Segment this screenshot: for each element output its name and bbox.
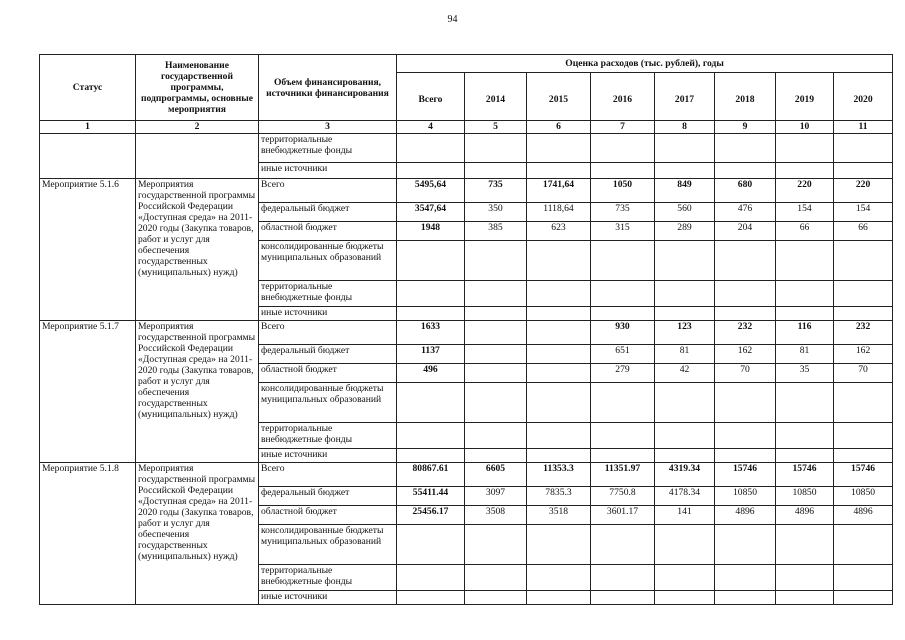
value-cell [397,134,465,163]
value-cell: 220 [834,179,893,203]
value-cell [715,307,776,321]
value-cell: 123 [655,321,715,345]
value-cell [715,241,776,281]
value-cell: 1137 [397,345,465,364]
page-number: 94 [447,14,458,25]
value-cell: 4319.34 [655,463,715,487]
source-cell: областной бюджет [259,222,397,241]
value-cell: 3601.17 [591,506,655,525]
value-cell [834,565,893,591]
value-cell [776,134,834,163]
table-row [40,134,893,163]
value-cell: 3547,64 [397,203,465,222]
name-cell [136,134,259,179]
value-cell: 651 [591,345,655,364]
column-number: 6 [527,121,591,134]
source-cell: областной бюджет [259,506,397,525]
value-cell [397,565,465,591]
value-cell: 55411.44 [397,487,465,506]
column-number: 8 [655,121,715,134]
source-cell: консолидированные бюджеты муниципальных образований [259,383,397,423]
value-cell: 3097 [465,487,527,506]
source-cell: территориальные внебюджетные фонды [259,423,397,449]
value-cell: 154 [776,203,834,222]
value-cell: 279 [591,364,655,383]
column-number: 9 [715,121,776,134]
value-cell: 80867.61 [397,463,465,487]
value-cell: 116 [776,321,834,345]
value-cell: 66 [834,222,893,241]
value-cell [776,383,834,423]
column-number: 1 [40,121,136,134]
source-cell: территориальные внебюджетные фонды [259,565,397,591]
value-cell [397,591,465,605]
value-cell [776,423,834,449]
header-year-2: 2015 [527,73,591,121]
value-cell: 7750.8 [591,487,655,506]
value-cell [465,281,527,307]
value-cell [465,449,527,463]
value-cell [465,423,527,449]
value-cell: 1741,64 [527,179,591,203]
value-cell [527,307,591,321]
value-cell: 162 [715,345,776,364]
source-cell: Всего [259,321,397,345]
value-cell [834,449,893,463]
value-cell: 220 [776,179,834,203]
value-cell [776,163,834,179]
value-cell: 4896 [834,506,893,525]
source-cell: федеральный бюджет [259,345,397,364]
value-cell: 70 [715,364,776,383]
value-cell [465,163,527,179]
value-cell [776,281,834,307]
value-cell: 6605 [465,463,527,487]
column-number: 7 [591,121,655,134]
value-cell [655,383,715,423]
value-cell: 385 [465,222,527,241]
value-cell [465,307,527,321]
value-cell: 3518 [527,506,591,525]
value-cell: 25456.17 [397,506,465,525]
value-cell: 10850 [776,487,834,506]
value-cell [397,241,465,281]
header-year-6: 2019 [776,73,834,121]
value-cell: 735 [465,179,527,203]
value-cell [715,383,776,423]
value-cell [776,565,834,591]
value-cell [655,525,715,565]
column-number: 4 [397,121,465,134]
value-cell [655,591,715,605]
status-cell: Мероприятие 5.1.8 [40,463,136,605]
source-cell: Всего [259,463,397,487]
value-cell [834,423,893,449]
status-cell: Мероприятие 5.1.6 [40,179,136,321]
value-cell [715,423,776,449]
source-cell: территориальные внебюджетные фонды [259,281,397,307]
header-year-7: 2020 [834,73,893,121]
value-cell [655,449,715,463]
value-cell: 35 [776,364,834,383]
value-cell [527,525,591,565]
value-cell: 70 [834,364,893,383]
value-cell [715,565,776,591]
source-cell: иные источники [259,307,397,321]
value-cell: 623 [527,222,591,241]
value-cell [834,307,893,321]
value-cell [591,383,655,423]
value-cell [834,525,893,565]
value-cell [397,423,465,449]
column-number: 5 [465,121,527,134]
value-cell [776,525,834,565]
value-cell: 66 [776,222,834,241]
value-cell [397,383,465,423]
value-cell: 232 [834,321,893,345]
value-cell: 4896 [776,506,834,525]
value-cell [834,241,893,281]
source-cell: федеральный бюджет [259,487,397,506]
value-cell [715,449,776,463]
header-estimate: Оценка расходов (тыс. рублей), годы [397,55,893,73]
value-cell [465,241,527,281]
column-number: 10 [776,121,834,134]
value-cell: 735 [591,203,655,222]
source-cell: федеральный бюджет [259,203,397,222]
value-cell [591,565,655,591]
value-cell [465,321,527,345]
value-cell [834,281,893,307]
value-cell: 560 [655,203,715,222]
value-cell: 15746 [776,463,834,487]
value-cell [655,565,715,591]
value-cell: 15746 [715,463,776,487]
header-program-name: Наименование государственной программы, подпрограммы, основные мероприятия [136,55,259,121]
value-cell [655,307,715,321]
value-cell [834,591,893,605]
value-cell [397,449,465,463]
value-cell: 204 [715,222,776,241]
value-cell [527,321,591,345]
value-cell: 4896 [715,506,776,525]
value-cell [465,345,527,364]
value-cell: 496 [397,364,465,383]
source-cell: территориальные внебюджетные фонды [259,134,397,163]
value-cell: 3508 [465,506,527,525]
header-year-1: 2014 [465,73,527,121]
header-year-5: 2018 [715,73,776,121]
value-cell: 1118,64 [527,203,591,222]
value-cell: 476 [715,203,776,222]
header-status: Статус [40,55,136,121]
value-cell [715,591,776,605]
value-cell: 10850 [834,487,893,506]
value-cell [591,281,655,307]
value-cell [834,163,893,179]
value-cell [527,565,591,591]
value-cell [591,449,655,463]
value-cell [527,345,591,364]
value-cell [655,281,715,307]
value-cell [776,449,834,463]
value-cell [776,591,834,605]
value-cell: 680 [715,179,776,203]
value-cell [527,449,591,463]
value-cell [527,364,591,383]
value-cell [527,134,591,163]
table-row [40,321,893,345]
value-cell: 350 [465,203,527,222]
value-cell: 11351.97 [591,463,655,487]
value-cell: 315 [591,222,655,241]
value-cell [834,383,893,423]
value-cell [527,163,591,179]
value-cell [655,163,715,179]
value-cell [465,565,527,591]
value-cell [715,163,776,179]
value-cell [776,241,834,281]
program-name-cell: Мероприятия государственной программы Российской Федерации «Доступная среда» на 2011-2020 годы (Закупка товаров, работ и услуг для обеспечения государственных (муниципальных) нужд) [136,321,259,463]
value-cell [465,525,527,565]
value-cell [527,281,591,307]
source-cell: консолидированные бюджеты муниципальных образований [259,525,397,565]
program-name-cell: Мероприятия государственной программы Российской Федерации «Доступная среда» на 2011-2020 годы (Закупка товаров, работ и услуг для обеспечения государственных (муниципальных) нужд) [136,463,259,605]
source-cell: иные источники [259,591,397,605]
value-cell [655,241,715,281]
value-cell [591,134,655,163]
value-cell: 232 [715,321,776,345]
value-cell [715,525,776,565]
value-cell [655,423,715,449]
value-cell [527,591,591,605]
value-cell [834,134,893,163]
column-number: 3 [259,121,397,134]
value-cell [591,241,655,281]
header-year-0: Всего [397,73,465,121]
value-cell: 154 [834,203,893,222]
value-cell [465,591,527,605]
value-cell [527,423,591,449]
value-cell: 15746 [834,463,893,487]
value-cell: 7835.3 [527,487,591,506]
value-cell: 42 [655,364,715,383]
value-cell: 141 [655,506,715,525]
value-cell [397,163,465,179]
value-cell: 1050 [591,179,655,203]
value-cell: 162 [834,345,893,364]
source-cell: Всего [259,179,397,203]
value-cell: 849 [655,179,715,203]
value-cell [397,281,465,307]
status-cell [40,134,136,179]
value-cell [591,307,655,321]
value-cell [776,307,834,321]
value-cell [465,383,527,423]
value-cell [591,423,655,449]
value-cell [465,364,527,383]
source-cell: областной бюджет [259,364,397,383]
value-cell [591,591,655,605]
budget-table [39,54,893,605]
source-cell: консолидированные бюджеты муниципальных образований [259,241,397,281]
column-number: 2 [136,121,259,134]
value-cell [397,525,465,565]
column-number: 11 [834,121,893,134]
header-year-4: 2017 [655,73,715,121]
value-cell [655,134,715,163]
value-cell: 10850 [715,487,776,506]
value-cell [527,383,591,423]
value-cell [527,241,591,281]
value-cell [715,281,776,307]
source-cell: иные источники [259,163,397,179]
value-cell: 289 [655,222,715,241]
value-cell: 1633 [397,321,465,345]
value-cell: 1948 [397,222,465,241]
value-cell [591,163,655,179]
status-cell: Мероприятие 5.1.7 [40,321,136,463]
value-cell [465,134,527,163]
table-row [40,179,893,203]
source-cell: иные источники [259,449,397,463]
value-cell: 81 [655,345,715,364]
value-cell: 4178.34 [655,487,715,506]
header-financing: Объем финансирования, источники финансирования [259,55,397,121]
table-row [40,463,893,487]
value-cell: 930 [591,321,655,345]
value-cell: 11353.3 [527,463,591,487]
value-cell: 81 [776,345,834,364]
value-cell [397,307,465,321]
header-year-3: 2016 [591,73,655,121]
value-cell: 5495,64 [397,179,465,203]
program-name-cell: Мероприятия государственной программы Российской Федерации «Доступная среда» на 2011-2020 годы (Закупка товаров, работ и услуг для обеспечения государственных (муниципальных) нужд) [136,179,259,321]
value-cell [591,525,655,565]
value-cell [715,134,776,163]
